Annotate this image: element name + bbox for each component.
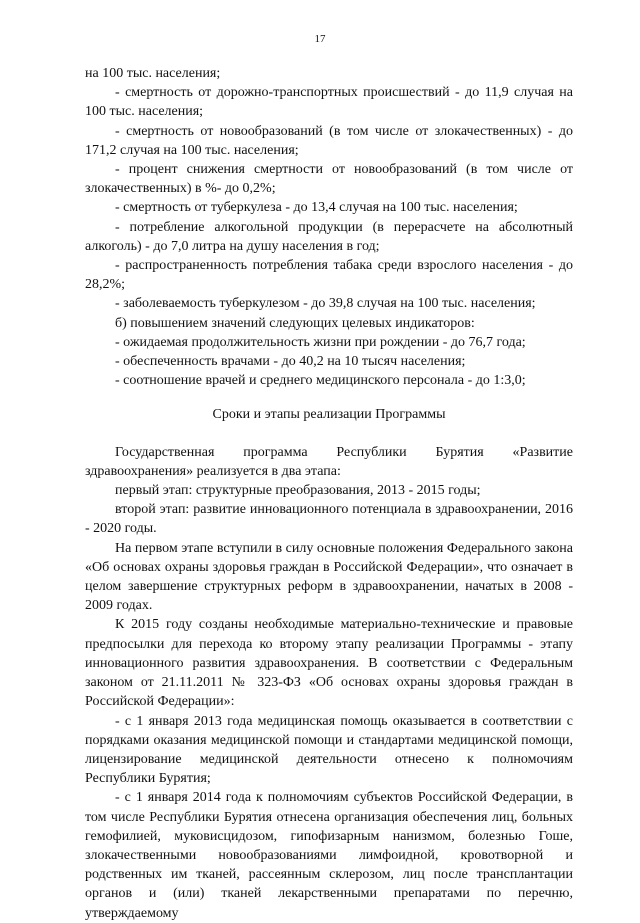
- paragraph: Государственная программа Республики Бурятия «Развитие здравоохранения» реализуется в два этапа:: [85, 444, 573, 479]
- page-number: 17: [314, 33, 326, 45]
- paragraph: - процент снижения смертности от новообразований (в том числе от злокачественных) в %- до 0,2%;: [85, 162, 573, 197]
- document-body: [85, 64, 573, 923]
- paragraph: - заболеваемость туберкулезом - до 39,8 случая на 100 тыс. населения;: [115, 296, 536, 312]
- paragraph: первый этап: структурные преобразования, 2013 - 2015 годы;: [115, 483, 481, 499]
- paragraph: - с 1 января 2013 года медицинская помощь оказывается в соответствии с порядками оказания медицинской помощи и стандартами медицинской помощи, лицензирование медицинской деятельности отнесено к полномочиям Республики Бурятия;: [85, 713, 573, 787]
- paragraph: На первом этапе вступили в силу основные положения Федерального закона «Об основах охраны здоровья граждан в Российской Федерации», что означает в целом завершение структурных реформ в здравоохранении, начатых в 2008 - 2009 годах.: [85, 540, 573, 614]
- paragraph: - смертность от новообразований (в том числе от злокачественных) - до 171,2 случая на 100 тыс. населения;: [85, 123, 573, 158]
- paragraph: б) повышением значений следующих целевых индикаторов:: [115, 315, 475, 331]
- paragraph: - соотношение врачей и среднего медицинского персонала - до 1:3,0;: [115, 373, 526, 389]
- paragraph: на 100 тыс. населения;: [85, 66, 221, 81]
- paragraph: второй этап: развитие инновационного потенциала в здравоохранении, 2016 - 2020 годы.: [85, 502, 573, 537]
- paragraph: К 2015 году созданы необходимые материально-технические и правовые предпосылки для перехода ко второму этапу реализации Программы - этапу инновационного развития здравоохранения. В соответствии с Федеральным законом от 21.11.2011 № 323-ФЗ «Об основах охраны здоровья граждан в Российской Федерации»:: [85, 617, 573, 710]
- paragraph: - смертность от дорожно-транспортных происшествий - до 11,9 случая на 100 тыс. населения;: [85, 85, 573, 120]
- spacer: [85, 390, 573, 405]
- paragraph: - потребление алкогольной продукции (в перерасчете на абсолютный алкоголь) - до 7,0 литра на душу населения в год;: [85, 219, 573, 254]
- paragraph: - смертность от туберкулеза - до 13,4 случая на 100 тыс. населения;: [115, 200, 518, 216]
- paragraph: - обеспеченность врачами - до 40,2 на 10 тысяч населения;: [115, 354, 466, 370]
- spacer: [85, 425, 573, 443]
- paragraph: - с 1 января 2014 года к полномочиям субъектов Российской Федерации, в том числе Республики Бурятия отнесена организация обеспечения лиц, больных гемофилией, муковисцидозом, гипофизарным нанизмом, болезнью Гоше, злокачественными новообразованиями лимфоидной, кровотворной и родственных им тканей, рассеянным склерозом, лиц после трансплантации органов и (или) тканей лекарственными препаратами по перечню, утверждаемому: [85, 790, 573, 921]
- paragraph: - ожидаемая продолжительность жизни при рождении - до 76,7 года;: [115, 334, 526, 350]
- paragraph: - распространенность потребления табака среди взрослого населения - до 28,2%;: [85, 258, 573, 293]
- section-heading: Сроки и этапы реализации Программы: [212, 407, 446, 423]
